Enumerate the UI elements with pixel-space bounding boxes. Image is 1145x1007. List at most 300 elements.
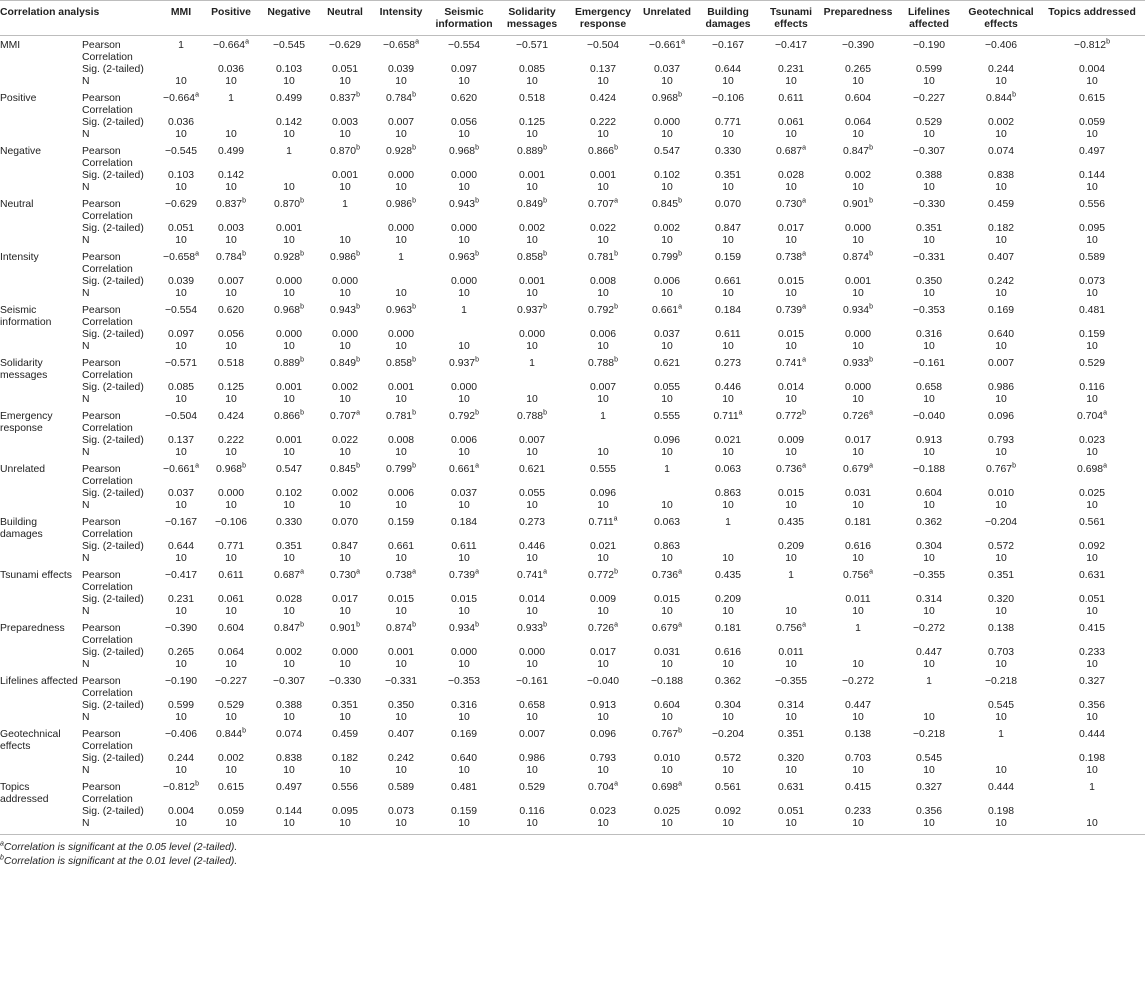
table-cell: 10 bbox=[785, 606, 797, 617]
significance-marker: a bbox=[614, 780, 618, 788]
table-cell: −0.545 bbox=[164, 146, 198, 157]
table-cell: 10 bbox=[339, 341, 351, 352]
table-cell: 0.007 bbox=[590, 382, 617, 393]
table-cell: 10 bbox=[175, 712, 187, 723]
table-cell: 10 bbox=[339, 659, 351, 670]
table-cell: 10 bbox=[722, 500, 734, 511]
table-cell: −0.812$^b$ bbox=[163, 780, 199, 793]
table-cell: 10 bbox=[395, 288, 407, 299]
table-cell bbox=[821, 647, 895, 659]
table-cell: 10 bbox=[283, 182, 295, 193]
table-cell: 0.008 bbox=[590, 276, 617, 287]
table-cell: 0.631 bbox=[778, 782, 805, 793]
table-cell: −0.355 bbox=[774, 676, 808, 687]
table-cell: 0.388 bbox=[276, 700, 303, 711]
table-cell: 0.424 bbox=[590, 93, 617, 104]
table-cell: 0.874$^b$ bbox=[386, 621, 416, 634]
table-cell: 0.963$^b$ bbox=[386, 303, 416, 316]
table-cell: 0.116 bbox=[1079, 382, 1105, 393]
significance-marker: b bbox=[475, 409, 479, 417]
table-cell: 0.447 bbox=[916, 647, 943, 658]
significance-marker: b bbox=[869, 303, 873, 311]
table-cell: 10 bbox=[526, 76, 538, 87]
table-cell: 0.658 bbox=[916, 382, 943, 393]
table-cell: 10 bbox=[175, 341, 187, 352]
table-cell: 0.000 bbox=[388, 223, 415, 234]
table-cell: 0.000 bbox=[845, 223, 872, 234]
table-cell: 0.028 bbox=[778, 170, 805, 181]
table-cell: 0.064 bbox=[845, 117, 872, 128]
table-cell bbox=[497, 382, 567, 394]
column-header: Emergency response bbox=[567, 1, 639, 36]
table-cell: 10 bbox=[339, 712, 351, 723]
table-cell: 0.070 bbox=[332, 517, 359, 528]
table-cell: 0.059 bbox=[1079, 117, 1106, 128]
row-variable-label bbox=[0, 806, 80, 818]
significance-marker: b bbox=[300, 621, 304, 629]
table-cell: 10 bbox=[1086, 235, 1098, 246]
table-cell: 0.362 bbox=[916, 517, 943, 528]
significance-marker: a bbox=[613, 515, 618, 523]
table-cell: 0.137 bbox=[590, 64, 617, 75]
table-cell: 10 bbox=[339, 765, 351, 776]
significance-marker: a bbox=[356, 568, 360, 576]
table-cell: 0.407 bbox=[988, 252, 1015, 263]
table-cell: 0.028 bbox=[276, 594, 303, 605]
table-cell: 0.611 bbox=[451, 541, 477, 552]
table-cell: 0.858$^b$ bbox=[386, 356, 416, 369]
table-row bbox=[0, 276, 1145, 288]
table-cell: 10 bbox=[458, 606, 470, 617]
table-cell: 10 bbox=[339, 129, 351, 140]
table-cell: 0.739$^a$ bbox=[449, 568, 479, 581]
table-cell: 0.096 bbox=[590, 729, 617, 740]
table-cell: 0.316 bbox=[916, 329, 943, 340]
table-cell: 0.943$^b$ bbox=[330, 303, 360, 316]
table-cell: 0.351 bbox=[715, 170, 742, 181]
table-cell: 10 bbox=[923, 129, 935, 140]
table-cell: 10 bbox=[283, 606, 295, 617]
table-cell: 0.640 bbox=[451, 753, 478, 764]
table-cell: 10 bbox=[395, 553, 407, 564]
table-cell: 0.000 bbox=[845, 382, 872, 393]
table-cell: 0.116 bbox=[519, 806, 545, 817]
table-cell: −0.661$^a$ bbox=[649, 38, 685, 51]
significance-marker: b bbox=[300, 250, 304, 258]
significance-marker: b bbox=[543, 303, 547, 311]
footnote-a bbox=[0, 841, 1145, 855]
table-cell: 10 bbox=[283, 129, 295, 140]
table-cell: 10 bbox=[526, 659, 538, 670]
significance-marker: b bbox=[543, 250, 547, 258]
column-header: Lifelines affected bbox=[895, 1, 963, 36]
row-variable-label bbox=[0, 606, 80, 619]
table-cell: 0.792$^b$ bbox=[449, 409, 479, 422]
statistic-label: N bbox=[82, 76, 90, 87]
table-cell: 0.934$^b$ bbox=[843, 303, 873, 316]
table-cell: −0.161 bbox=[515, 676, 549, 687]
table-cell: 10 bbox=[785, 765, 797, 776]
table-cell: 0.000 bbox=[519, 647, 546, 658]
significance-marker: b bbox=[195, 780, 199, 788]
table-cell: 0.351 bbox=[916, 223, 943, 234]
table-cell: 0.481 bbox=[1079, 305, 1106, 316]
table-cell: 0.037 bbox=[168, 488, 195, 499]
table-row bbox=[0, 64, 1145, 76]
table-cell: 0.037 bbox=[654, 64, 681, 75]
row-variable-label bbox=[0, 700, 80, 712]
table-cell: 10 bbox=[923, 76, 935, 87]
table-cell: 0.351 bbox=[778, 729, 805, 740]
table-cell: 0.064 bbox=[218, 647, 245, 658]
table-cell: 0.711$^a$ bbox=[713, 409, 743, 422]
significance-marker: b bbox=[300, 197, 304, 205]
table-cell: 0.704$^a$ bbox=[1077, 409, 1107, 422]
table-cell: 10 bbox=[995, 606, 1007, 617]
table-cell: 0.159 bbox=[1079, 329, 1106, 340]
table-cell: 0.142 bbox=[218, 170, 245, 181]
table-cell: 0.273 bbox=[715, 358, 742, 369]
table-cell: 0.589 bbox=[1079, 252, 1106, 263]
table-cell: −0.417 bbox=[164, 570, 198, 581]
table-cell: 0.838 bbox=[276, 753, 303, 764]
table-cell: 10 bbox=[995, 235, 1007, 246]
table-cell: 0.863 bbox=[654, 541, 681, 552]
statistic-label: N bbox=[82, 129, 90, 140]
table-cell: 0.198 bbox=[1079, 753, 1106, 764]
table-cell: 1 bbox=[855, 623, 861, 634]
table-cell: −0.307 bbox=[912, 146, 946, 157]
table-row bbox=[0, 447, 1145, 460]
significance-marker: b bbox=[1106, 38, 1110, 46]
table-cell: 0.184 bbox=[451, 517, 478, 528]
table-row bbox=[0, 435, 1145, 447]
statistic-label: Sig. (2-tailed) bbox=[82, 541, 144, 552]
table-cell: 0.015 bbox=[654, 594, 681, 605]
row-variable-label bbox=[0, 129, 80, 142]
table-cell: 0.061 bbox=[218, 594, 245, 605]
table-cell: 10 bbox=[597, 447, 609, 458]
table-cell: 0.446 bbox=[519, 541, 546, 552]
significance-marker: b bbox=[356, 356, 360, 364]
statistic-label: Sig. (2-tailed) bbox=[82, 64, 144, 75]
table-cell: 0.073 bbox=[1079, 276, 1106, 287]
table-row bbox=[0, 394, 1145, 407]
table-cell: 1 bbox=[178, 40, 184, 51]
table-cell: 0.698$^a$ bbox=[652, 780, 682, 793]
table-cell: 0.793 bbox=[988, 435, 1015, 446]
table-cell: 0.265 bbox=[168, 647, 195, 658]
table-cell: 0.009 bbox=[778, 435, 805, 446]
table-cell: 0.555 bbox=[590, 464, 617, 475]
table-cell: 10 bbox=[995, 129, 1007, 140]
table-cell: 0.001 bbox=[276, 223, 303, 234]
column-header: Intensity bbox=[371, 1, 431, 36]
table-cell: 0.015 bbox=[778, 329, 805, 340]
table-cell bbox=[159, 64, 203, 76]
table-cell: 10 bbox=[395, 712, 407, 723]
significance-marker: b bbox=[356, 144, 360, 152]
table-cell: 0.092 bbox=[715, 806, 742, 817]
table-cell: 0.847 bbox=[332, 541, 359, 552]
table-cell: 10 bbox=[597, 235, 609, 246]
table-cell: 10 bbox=[175, 288, 187, 299]
table-cell: 0.003 bbox=[218, 223, 245, 234]
row-variable-label: Topics addressed bbox=[0, 782, 49, 805]
statistic-label: Sig. (2-tailed) bbox=[82, 117, 144, 128]
table-cell: 0.687$^a$ bbox=[776, 144, 806, 157]
significance-marker: b bbox=[678, 727, 682, 735]
row-variable-label bbox=[0, 288, 80, 301]
table-cell: −0.812$^b$ bbox=[1074, 38, 1110, 51]
statistic-label: Sig. (2-tailed) bbox=[82, 382, 144, 393]
statistic-label: N bbox=[82, 235, 90, 246]
table-cell: 0.330 bbox=[715, 146, 742, 157]
table-cell: 10 bbox=[923, 659, 935, 670]
table-cell: −0.554 bbox=[447, 40, 481, 51]
significance-marker: a bbox=[195, 250, 199, 258]
table-cell: 0.096 bbox=[654, 435, 681, 446]
table-cell: 0.784$^b$ bbox=[216, 250, 246, 263]
table-cell: 0.209 bbox=[715, 594, 742, 605]
table-cell: 0.736$^a$ bbox=[776, 462, 806, 475]
table-cell: 10 bbox=[923, 182, 935, 193]
row-variable-label bbox=[0, 818, 80, 835]
row-variable-label bbox=[0, 223, 80, 235]
significance-marker: b bbox=[300, 409, 304, 417]
table-cell: 0.615 bbox=[218, 782, 245, 793]
table-cell: 10 bbox=[458, 394, 470, 405]
table-cell: 10 bbox=[1086, 394, 1098, 405]
table-cell: 10 bbox=[395, 500, 407, 511]
statistic-label: Pearson Correlation bbox=[82, 570, 133, 593]
row-variable-label: Lifelines affected bbox=[0, 676, 78, 687]
table-cell: 0.102 bbox=[276, 488, 303, 499]
table-cell: 0.529 bbox=[519, 782, 546, 793]
table-cell: 0.320 bbox=[988, 594, 1015, 605]
significance-marker: a bbox=[356, 409, 360, 417]
table-cell: 0.611 bbox=[778, 93, 804, 104]
significance-marker: b bbox=[1012, 91, 1016, 99]
significance-marker: b bbox=[356, 621, 360, 629]
table-cell: 10 bbox=[597, 341, 609, 352]
table-row bbox=[0, 129, 1145, 142]
significance-marker: b bbox=[543, 197, 547, 205]
significance-marker: a bbox=[475, 462, 479, 470]
table-cell: −0.307 bbox=[272, 676, 306, 687]
table-cell: 10 bbox=[722, 659, 734, 670]
table-cell: −0.330 bbox=[912, 199, 946, 210]
table-cell: 0.001 bbox=[388, 382, 415, 393]
table-cell: 0.159 bbox=[715, 252, 742, 263]
table-cell: 0.968$^b$ bbox=[216, 462, 246, 475]
table-cell: 10 bbox=[661, 341, 673, 352]
table-cell: 0.870$^b$ bbox=[330, 144, 360, 157]
table-cell: 0.010 bbox=[988, 488, 1015, 499]
table-cell: 0.679$^a$ bbox=[843, 462, 873, 475]
table-cell: 10 bbox=[785, 76, 797, 87]
table-cell: 0.184 bbox=[715, 305, 742, 316]
table-cell: 10 bbox=[722, 394, 734, 405]
table-row bbox=[0, 288, 1145, 301]
table-cell: 1 bbox=[1089, 782, 1095, 793]
table-cell: 10 bbox=[395, 447, 407, 458]
significance-marker: b bbox=[614, 250, 618, 258]
significance-marker: b bbox=[356, 462, 360, 470]
table-cell: 0.698$^a$ bbox=[1077, 462, 1107, 475]
table-cell: 0.620 bbox=[218, 305, 245, 316]
column-header: Topics addressed bbox=[1039, 1, 1145, 36]
table-cell: 0.661$^a$ bbox=[449, 462, 479, 475]
table-cell: 0.547 bbox=[654, 146, 681, 157]
significance-marker: a bbox=[475, 568, 479, 576]
table-cell: 10 bbox=[597, 765, 609, 776]
table-cell: 10 bbox=[526, 182, 538, 193]
table-cell: 0.015 bbox=[778, 276, 805, 287]
table-cell: −0.272 bbox=[841, 676, 875, 687]
table-row bbox=[0, 806, 1145, 818]
significance-marker: a bbox=[678, 780, 682, 788]
significance-marker: b bbox=[475, 250, 479, 258]
table-cell: 0.497 bbox=[1079, 146, 1106, 157]
table-cell: −0.040 bbox=[912, 411, 946, 422]
statistic-label: N bbox=[80, 818, 159, 835]
table-cell: 0.000 bbox=[451, 382, 478, 393]
table-cell: 0.863 bbox=[715, 488, 742, 499]
table-cell: 0.056 bbox=[451, 117, 478, 128]
table-cell: 10 bbox=[1086, 712, 1098, 723]
table-cell: 0.209 bbox=[778, 541, 805, 552]
table-cell: 10 bbox=[259, 818, 319, 835]
table-title: Correlation analysis bbox=[0, 1, 159, 36]
statistic-label: N bbox=[82, 606, 90, 617]
significance-marker: a bbox=[195, 462, 199, 470]
table-cell: 10 bbox=[431, 818, 497, 835]
table-cell: 0.518 bbox=[519, 93, 546, 104]
row-variable-label: Neutral bbox=[0, 199, 34, 210]
table-cell: 10 bbox=[661, 500, 673, 511]
statistic-label: N bbox=[82, 500, 90, 511]
table-cell: 10 bbox=[597, 606, 609, 617]
significance-marker: b bbox=[678, 197, 682, 205]
table-cell: 0.015 bbox=[388, 594, 415, 605]
row-variable-label: MMI bbox=[0, 40, 21, 51]
significance-marker: b bbox=[475, 356, 479, 364]
table-cell: 0.901$^b$ bbox=[843, 197, 873, 210]
table-cell: 0.772$^b$ bbox=[588, 568, 618, 581]
table-cell: 0.000 bbox=[388, 329, 415, 340]
table-cell: 0.314 bbox=[916, 594, 943, 605]
table-cell: 0.074 bbox=[988, 146, 1015, 157]
table-cell: 0.730$^a$ bbox=[330, 568, 360, 581]
table-cell: 0.640 bbox=[988, 329, 1015, 340]
table-cell: 0.008 bbox=[388, 435, 415, 446]
table-cell: 0.847$^b$ bbox=[274, 621, 304, 634]
table-cell: 0.459 bbox=[332, 729, 359, 740]
row-variable-label bbox=[0, 182, 80, 195]
table-row bbox=[0, 382, 1145, 394]
table-cell: 0.934$^b$ bbox=[449, 621, 479, 634]
footnote-mark: b bbox=[0, 854, 4, 862]
table-cell: 10 bbox=[722, 129, 734, 140]
table-cell: 1 bbox=[600, 411, 606, 422]
significance-marker: b bbox=[300, 303, 304, 311]
table-cell: 0.006 bbox=[654, 276, 681, 287]
table-body bbox=[0, 36, 1145, 835]
table-cell: −0.390 bbox=[841, 40, 875, 51]
column-header: Seismic information bbox=[431, 1, 497, 36]
table-cell: 0.011 bbox=[778, 647, 804, 658]
table-cell: 0.001 bbox=[519, 276, 546, 287]
table-cell: 0.007 bbox=[218, 276, 245, 287]
table-cell: 0.866$^b$ bbox=[274, 409, 304, 422]
table-cell: 0.849$^b$ bbox=[330, 356, 360, 369]
table-cell: −0.629 bbox=[328, 40, 362, 51]
table-row bbox=[0, 778, 1145, 806]
column-header: Tsunami effects bbox=[761, 1, 821, 36]
significance-marker: a bbox=[802, 197, 806, 205]
significance-marker: b bbox=[869, 356, 873, 364]
table-cell: 0.738$^a$ bbox=[386, 568, 416, 581]
row-variable-label bbox=[0, 435, 80, 447]
table-row bbox=[0, 329, 1145, 341]
table-cell: −0.204 bbox=[984, 517, 1018, 528]
table-cell: 0.707$^a$ bbox=[588, 197, 618, 210]
significance-marker: a bbox=[678, 568, 682, 576]
statistic-label: Pearson Correlation bbox=[82, 40, 133, 63]
table-cell: 0.039 bbox=[388, 64, 415, 75]
table-cell: 10 bbox=[852, 659, 864, 670]
table-cell: 0.481 bbox=[451, 782, 478, 793]
table-cell: 0.845$^b$ bbox=[330, 462, 360, 475]
table-cell: 0.231 bbox=[778, 64, 805, 75]
table-cell: 0.968$^b$ bbox=[652, 91, 682, 104]
table-cell: −0.406 bbox=[984, 40, 1018, 51]
table-cell: 10 bbox=[597, 288, 609, 299]
table-cell: 0.014 bbox=[519, 594, 546, 605]
table-cell: 10 bbox=[722, 288, 734, 299]
table-cell: 0.125 bbox=[218, 382, 245, 393]
table-cell: 0.424 bbox=[218, 411, 245, 422]
table-cell: 10 bbox=[785, 182, 797, 193]
table-cell bbox=[895, 700, 963, 712]
table-cell: 0.741$^a$ bbox=[776, 356, 806, 369]
row-variable-label: Solidarity messages bbox=[0, 358, 48, 381]
table-cell: 10 bbox=[283, 394, 295, 405]
table-cell: 10 bbox=[995, 394, 1007, 405]
table-cell: 0.844$^b$ bbox=[986, 91, 1016, 104]
table-cell: 10 bbox=[923, 765, 935, 776]
table-row bbox=[0, 659, 1145, 672]
table-cell: 0.611 bbox=[715, 329, 741, 340]
table-cell: −0.106 bbox=[711, 93, 745, 104]
significance-marker: a bbox=[869, 568, 873, 576]
table-cell: 0.644 bbox=[715, 64, 742, 75]
table-cell: 0.025 bbox=[1079, 488, 1106, 499]
statistic-label: Pearson Correlation bbox=[82, 358, 133, 381]
table-cell: 0.222 bbox=[590, 117, 617, 128]
table-cell: 0.051 bbox=[1079, 594, 1106, 605]
table-cell: 10 bbox=[458, 341, 470, 352]
table-cell: 10 bbox=[526, 341, 538, 352]
table-cell: 10 bbox=[1086, 606, 1098, 617]
table-cell: 0.000 bbox=[845, 329, 872, 340]
table-cell: 10 bbox=[995, 659, 1007, 670]
table-cell: 0.015 bbox=[778, 488, 805, 499]
table-cell: 0.604 bbox=[218, 623, 245, 634]
table-cell: 0.556 bbox=[332, 782, 359, 793]
row-variable-label bbox=[0, 753, 80, 765]
